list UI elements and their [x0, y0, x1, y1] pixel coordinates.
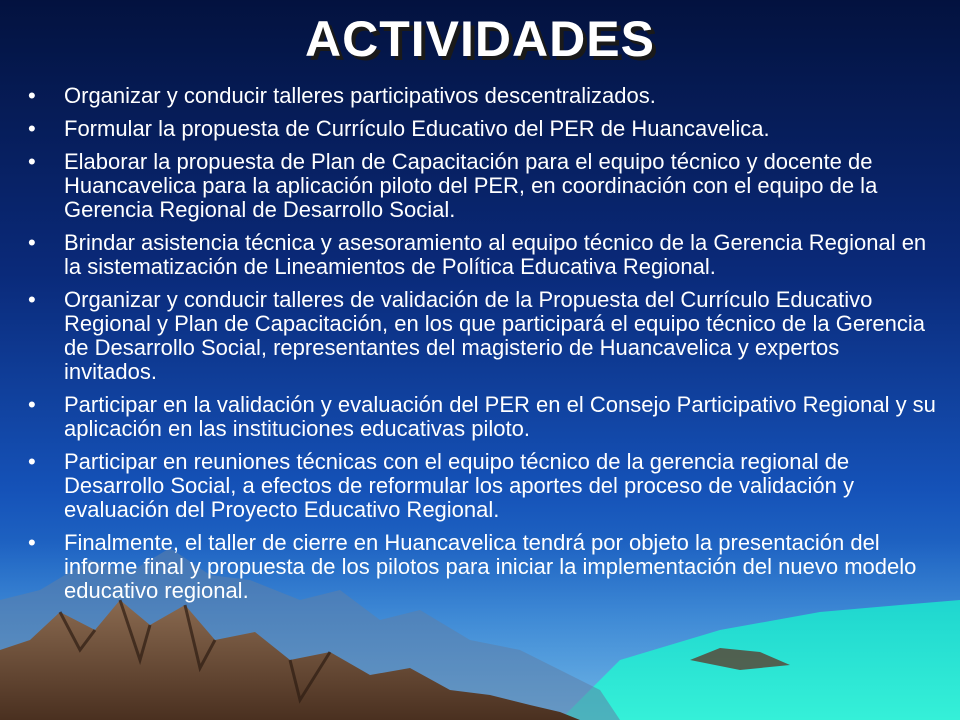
bullet-item — [28, 150, 938, 222]
bullet-item — [28, 450, 938, 522]
bullet-item — [28, 231, 938, 279]
bullet-text: Participar en la validación y evaluación del PER en el Consejo Participativo Regional y su aplicación en las instituciones educativas piloto. — [64, 392, 936, 441]
bullet-item — [28, 393, 938, 441]
bullet-dot: • — [28, 149, 36, 174]
bullet-text: Formular la propuesta de Currículo Educativo del PER de Huancavelica. — [64, 116, 770, 141]
bullet-dot: • — [28, 230, 36, 255]
bullet-text: Participar en reuniones técnicas con el equipo técnico de la gerencia regional de Desarrollo Social, a efectos de reformular los aportes del proceso de validación y evaluación del Proyecto Educativo Regional. — [64, 449, 854, 522]
bullet-dot: • — [28, 449, 36, 474]
bullet-dot: • — [28, 530, 36, 555]
slide-title: ACTIVIDADES — [305, 11, 655, 67]
bullet-list — [28, 84, 938, 612]
bullet-item — [28, 84, 938, 108]
bullet-dot: • — [28, 392, 36, 417]
bullet-text: Finalmente, el taller de cierre en Huancavelica tendrá por objeto la presentación del informe final y propuesta de los pilotos para iniciar la implementación del nuevo modelo educativo regional. — [64, 530, 917, 603]
bullet-dot: • — [28, 83, 36, 108]
bullet-dot: • — [28, 287, 36, 312]
bullet-text: Organizar y conducir talleres de validación de la Propuesta del Currículo Educativo Regional y Plan de Capacitación, en los que participará el equipo técnico de la Gerencia de Desarrollo Social, representantes del magisterio de Huancavelica y expertos invitados. — [64, 287, 925, 384]
bullet-text: Brindar asistencia técnica y asesoramiento al equipo técnico de la Gerencia Regional en la sistematización de Lineamientos de Política Educativa Regional. — [64, 230, 927, 279]
bullet-item — [28, 288, 938, 384]
bullet-text: Elaborar la propuesta de Plan de Capacitación para el equipo técnico y docente de Huancavelica para la aplicación piloto del PER, en coordinación con el equipo de la Gerencia Regional de Desarrollo Social. — [64, 149, 878, 222]
bullet-text: Organizar y conducir talleres participativos descentralizados. — [64, 83, 656, 108]
bullet-dot: • — [28, 116, 36, 141]
bullet-item — [28, 531, 938, 603]
bullet-item — [28, 117, 938, 141]
